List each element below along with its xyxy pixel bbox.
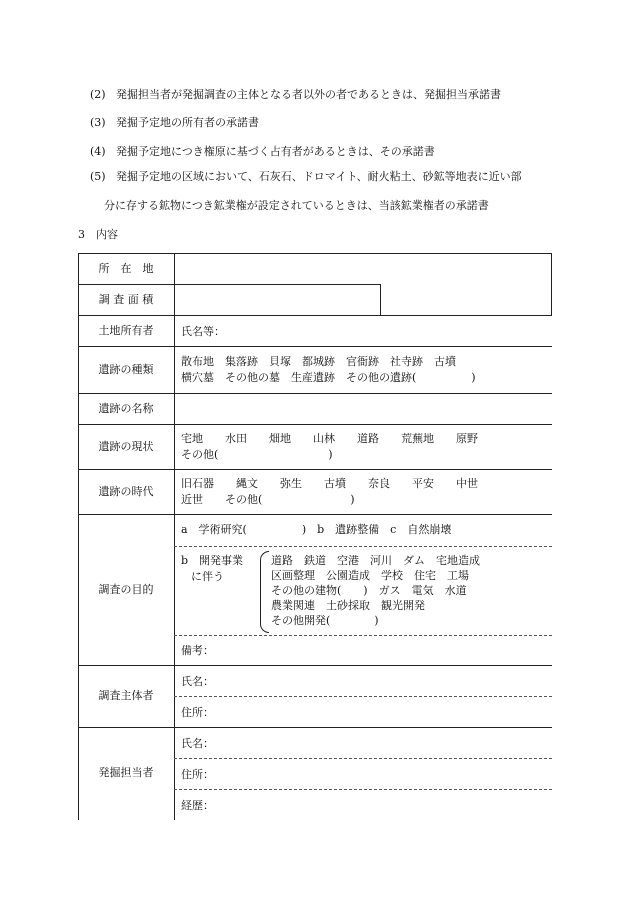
item-text: 発掘担当者が発掘調査の主体となる者以外の者であるときは、発掘担当承諾書	[116, 88, 501, 101]
site-period-options-1: 旧石器 縄文 弥生 古墳 奈良 平安 中世	[181, 477, 478, 490]
purpose-option-b-label: b 開発事業	[181, 554, 244, 567]
excavator-dash-2	[174, 789, 552, 790]
row-line-top	[78, 253, 552, 254]
area-cell-step	[380, 284, 381, 315]
development-types-3: その他の建物( ) ガス 電気 水道	[271, 584, 467, 597]
purpose-option-b-sublabel: に伴う	[191, 570, 224, 583]
item-text: 発掘予定地につき権原に基づく占有者があるときは、その承諾書	[116, 145, 435, 158]
item-number: (5)	[90, 170, 106, 183]
content-form	[78, 253, 552, 820]
row-line-6	[78, 469, 552, 470]
item-number: (2)	[90, 88, 106, 101]
item-number: (4)	[90, 145, 106, 158]
item-5-continuation: 分に存する鉱物につき鉱業権が設定されているときは、当該鉱業権者の承諾書	[104, 199, 489, 212]
label-site-type: 遺跡の種類	[98, 363, 154, 376]
row-line-3	[78, 346, 552, 347]
form-border-left	[78, 253, 79, 820]
label-excavator: 発掘担当者	[98, 766, 154, 779]
section-heading: 3 内容	[78, 228, 118, 241]
site-type-options-1: 散布地 集落跡 貝塚 都城跡 官衙跡 社寺跡 古墳	[181, 355, 456, 368]
development-types-1: 道路 鉄道 空港 河川 ダム 宅地造成	[271, 554, 480, 567]
item-text: 発掘予定地の区域において、石灰石、ドロマイト、耐火粘土、砂鉱等地表に近い部	[116, 170, 522, 183]
development-types-2: 区画整理 公園造成 学校 住宅 工場	[271, 569, 469, 582]
purpose-dash-2	[174, 635, 552, 636]
label-area: 調 査 面 積	[98, 293, 154, 306]
purpose-remarks-field[interactable]: 備考：	[181, 644, 214, 657]
row-line-2	[78, 315, 552, 316]
item-2	[90, 88, 501, 102]
development-types-5: その他開発( )	[271, 614, 379, 627]
development-types-4: 農業関連 土砂採取 観光開発	[271, 599, 425, 612]
excavator-career-field[interactable]: 経歴：	[181, 799, 214, 812]
site-status-options-1: 宅地 水田 畑地 山林 道路 荒蕪地 原野	[181, 432, 478, 445]
excavator-dash-1	[174, 758, 552, 759]
label-site-name: 遺跡の名称	[98, 402, 154, 415]
excavator-address-field[interactable]: 住所：	[181, 768, 214, 781]
row-line-8	[78, 665, 552, 666]
item-5	[90, 170, 522, 184]
form-border-right	[551, 253, 552, 315]
item-4	[90, 145, 435, 159]
label-column-divider	[174, 253, 175, 820]
purpose-option-a: a 学術研究( ) b 遺跡整備 c 自然崩壊	[181, 523, 452, 536]
owner-name-field[interactable]: 氏名等：	[181, 325, 225, 338]
site-period-options-2: 近世 その他( )	[181, 493, 355, 506]
item-text: 発掘予定地の所有者の承諾書	[116, 116, 259, 129]
label-site-period: 遺跡の時代	[98, 485, 154, 498]
row-line-4	[78, 393, 552, 394]
excavator-name-field[interactable]: 氏名：	[181, 737, 214, 750]
row-line-9	[78, 727, 552, 728]
item-number: (3)	[90, 116, 106, 129]
purpose-dash-1	[174, 546, 552, 547]
investigator-dash	[174, 696, 552, 697]
site-type-options-2: 横穴墓 その他の墓 生産遺跡 その他の遺跡( )	[181, 371, 476, 384]
row-line-5	[78, 424, 552, 425]
development-brace	[260, 551, 269, 633]
investigator-address-field[interactable]: 住所：	[181, 706, 214, 719]
investigator-name-field[interactable]: 氏名：	[181, 675, 214, 688]
label-purpose: 調査の目的	[98, 583, 154, 596]
item-3	[90, 116, 259, 130]
site-status-options-2: その他( )	[181, 448, 333, 461]
label-site-status: 遺跡の現状	[98, 440, 154, 453]
label-investigator: 調査主体者	[98, 689, 154, 702]
label-location: 所 在 地	[98, 262, 154, 275]
label-owner: 土地所有者	[98, 324, 154, 337]
row-line-7	[78, 514, 552, 515]
row-line-1	[78, 284, 380, 285]
